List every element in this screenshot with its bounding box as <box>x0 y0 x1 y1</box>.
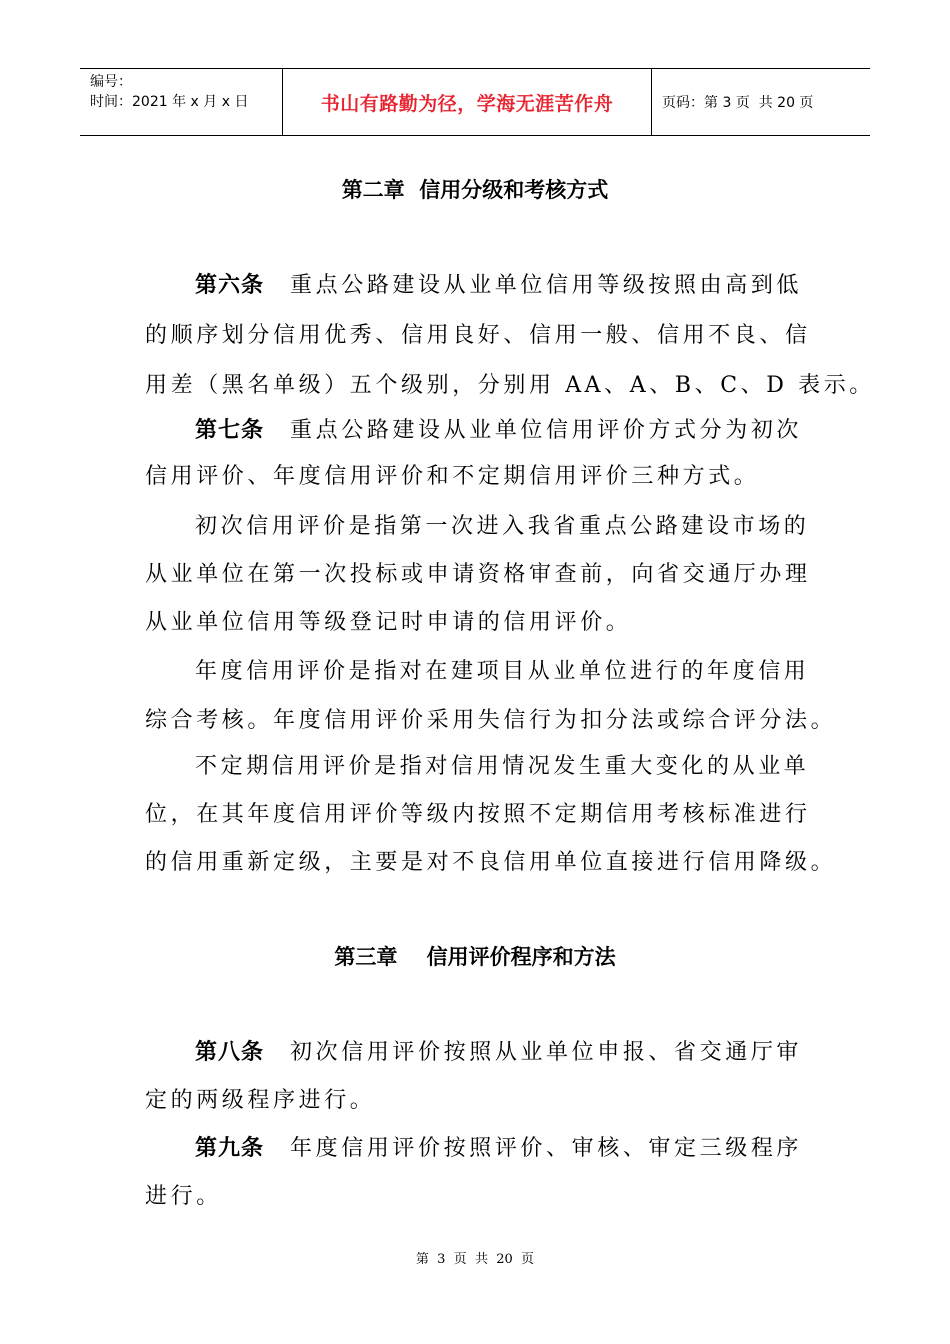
initial-eval-line-1: 初次信用评价是指第一次进入我省重点公路建设市场的 <box>195 514 810 539</box>
article-7-text-1: 重点公路建设从业单位信用评价方式分为初次 <box>290 418 803 443</box>
page-footer: 第 3 页 共 20 页 <box>415 1252 535 1267</box>
article-9-line-2: 进行。 <box>145 1184 222 1209</box>
document-header <box>80 68 870 136</box>
initial-eval-line-3: 从业单位信用等级登记时申请的信用评价。 <box>145 610 632 635</box>
irregular-eval-line-2: 位，在其年度信用评价等级内按照不定期信用考核标准进行 <box>145 802 811 827</box>
article-6-label: 第六条 <box>195 273 265 298</box>
article-8-line-1 <box>195 1035 875 1066</box>
initial-eval-line-2: 从业单位在第一次投标或申请资格审查前，向省交通厅办理 <box>145 562 811 587</box>
motto: 书山有路勤为径，学海无涯苦作舟 <box>320 92 614 115</box>
header-page-info: 页码：第 3 页 共 20 页 <box>662 95 814 111</box>
article-8-text-1: 初次信用评价按照从业单位申报、省交通厅审 <box>290 1040 803 1065</box>
article-8-line-2: 定的两级程序进行。 <box>145 1088 376 1113</box>
document-date: 时间：2021 年 x 月 x 日 <box>90 94 249 110</box>
annual-eval-line-2: 综合考核。年度信用评价采用失信行为扣分法或综合评分法。 <box>145 708 837 733</box>
header-meta <box>80 69 282 135</box>
article-6-line-2: 的顺序划分信用优秀、信用良好、信用一般、信用不良、信 <box>145 323 811 348</box>
article-6-line-3: 用差（黑名单级）五个级别，分别用 AA、A、B、C、D 表示。 <box>145 373 875 398</box>
article-9-label: 第九条 <box>195 1136 265 1161</box>
article-7-label: 第七条 <box>195 418 265 443</box>
article-9-line-1 <box>195 1131 875 1162</box>
article-6-line-1 <box>195 268 875 299</box>
chapter-2-title: 第二章 信用分级和考核方式 <box>341 178 609 202</box>
article-7-line-1 <box>195 413 875 444</box>
chapter-3-title: 第三章 信用评价程序和方法 <box>334 945 616 969</box>
header-motto-cell <box>282 69 652 135</box>
article-9-text-1: 年度信用评价按照评价、审核、审定三级程序 <box>290 1136 803 1161</box>
article-8-label: 第八条 <box>195 1040 265 1065</box>
irregular-eval-line-1: 不定期信用评价是指对信用情况发生重大变化的从业单 <box>195 754 810 779</box>
article-6-text-1: 重点公路建设从业单位信用等级按照由高到低 <box>290 273 803 298</box>
annual-eval-line-1: 年度信用评价是指对在建项目从业单位进行的年度信用 <box>195 659 810 684</box>
irregular-eval-line-3: 的信用重新定级，主要是对不良信用单位直接进行信用降级。 <box>145 850 837 875</box>
article-7-line-2: 信用评价、年度信用评价和不定期信用评价三种方式。 <box>145 464 760 489</box>
document-number-label: 编号： <box>90 74 132 90</box>
